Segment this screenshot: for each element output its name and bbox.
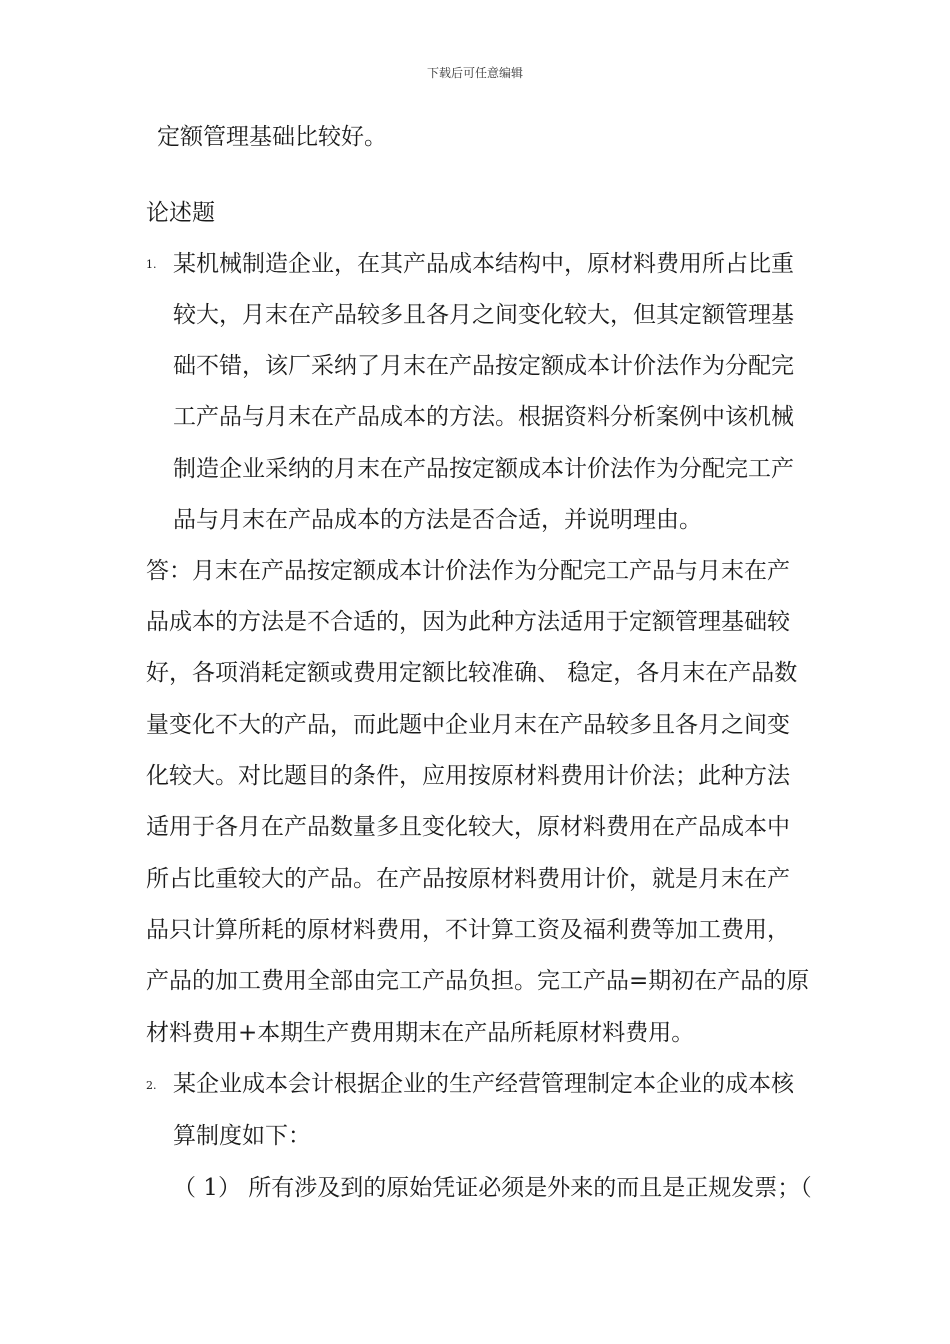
question-line: 品与月末在产品成本的方法是否合适，并说明理由。 xyxy=(173,507,702,533)
intro-text: 定额管理基础比较好。 xyxy=(157,124,387,150)
answer-line: 品只计算所耗的原材料费用，不计算工资及福利费等加工费用， xyxy=(146,917,790,943)
answer-line: 量变化不大的产品，而此题中企业月末在产品较多且各月之间变 xyxy=(146,712,790,738)
answer-line: 答：月末在产品按定额成本计价法作为分配完工产品与月末在产 xyxy=(146,558,790,584)
question-line: 算制度如下： xyxy=(173,1123,311,1149)
answer-line: 产品的加工费用全部由完工产品负担。完工产品=期初在产品的原 xyxy=(146,968,810,994)
question-line: 某企业成本会计根据企业的生产经营管理制定本企业的成本核 xyxy=(173,1071,794,1097)
rule-item: （ 1） 所有涉及到的原始凭证必须是外来的而且是正规发票；（ xyxy=(173,1175,812,1201)
section-title: 论述题 xyxy=(146,200,215,226)
answer-line: 好，各项消耗定额或费用定额比较准确、 稳定，各月末在产品数 xyxy=(146,660,798,686)
question-line: 工产品与月末在产品成本的方法。根据资料分析案例中该机械 xyxy=(173,404,794,430)
question-number: 2. xyxy=(146,1079,157,1092)
answer-line: 适用于各月在产品数量多且变化较大，原材料费用在产品成本中 xyxy=(146,814,790,840)
question-line: 某机械制造企业，在其产品成本结构中，原材料费用所占比重 xyxy=(173,251,794,277)
question-line: 础不错，该厂采纳了月末在产品按定额成本计价法作为分配完 xyxy=(173,353,794,379)
answer-line: 所占比重较大的产品。在产品按原材料费用计价，就是月末在产 xyxy=(146,866,790,892)
answer-line: 化较大。对比题目的条件，应用按原材料费用计价法；此种方法 xyxy=(146,763,790,789)
question-line: 较大，月末在产品较多且各月之间变化较大，但其定额管理基 xyxy=(173,302,794,328)
answer-line: 品成本的方法是不合适的，因为此种方法适用于定额管理基础较 xyxy=(146,609,790,635)
answer-line: 材料费用+本期生产费用期末在产品所耗原材料费用。 xyxy=(146,1020,695,1046)
question-number: 1. xyxy=(146,258,157,271)
question-line: 制造企业采纳的月末在产品按定额成本计价法作为分配完工产 xyxy=(173,456,794,482)
page-header: 下载后可任意编辑 xyxy=(426,66,523,80)
